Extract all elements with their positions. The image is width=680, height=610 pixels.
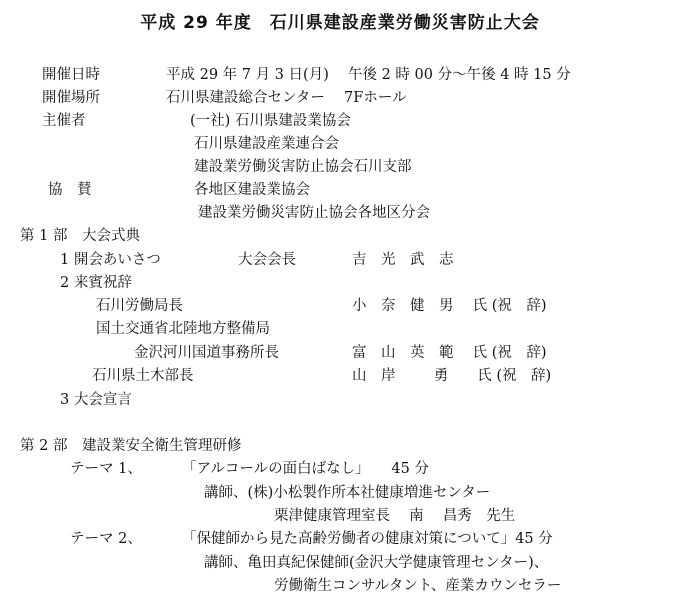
part1-heading: 第 1 部 大会式典 bbox=[20, 228, 140, 244]
lecturer-line: 講師、(株)小松製作所本社健康増進センター bbox=[204, 485, 491, 501]
guest-org: 石川労働局長 bbox=[96, 298, 183, 314]
part2-heading: 第 2 部 建設業安全衛生管理研修 bbox=[20, 438, 242, 454]
lecturer-line: 講師、亀田真紀保健師(金沢大学健康管理センター)、 bbox=[204, 555, 549, 571]
organizer-item: (一社) 石川県建設業協会 bbox=[190, 113, 351, 129]
sponsor-item: 建設業労働災害防止協会各地区分会 bbox=[198, 205, 430, 221]
guest-name: 富 山 英 範 氏 (祝 辞) bbox=[352, 345, 547, 361]
theme-label: テーマ 2、 bbox=[70, 531, 142, 547]
organizer-item: 建設業労働災害防止協会石川支部 bbox=[194, 159, 412, 175]
opening-name: 吉 光 武 志 bbox=[352, 252, 454, 268]
organizer-label: 主催者 bbox=[42, 113, 86, 129]
venue-value: 石川県建設総合センター 7Fホール bbox=[166, 90, 407, 106]
sponsor-item: 各地区建設業協会 bbox=[194, 182, 310, 198]
lecturer-line: 労働衛生コンサルタント、産業カウンセラー bbox=[274, 578, 562, 594]
organizer-item: 石川県建設産業連合会 bbox=[194, 136, 339, 152]
theme-title: 「保健師から見た高齢労働者の健康対策について」45 分 bbox=[182, 531, 553, 547]
guest-org: 国土交通省北陸地方整備局 bbox=[96, 321, 270, 337]
theme-title: 「アルコールの面白ばなし」 45 分 bbox=[182, 461, 429, 477]
opening-role: 大会会長 bbox=[238, 252, 296, 268]
date-label: 開催日時 bbox=[42, 67, 100, 83]
theme-label: テーマ 1、 bbox=[70, 461, 142, 477]
part1-item-opening: 1 開会あいさつ bbox=[60, 252, 161, 268]
guest-org: 石川県土木部長 bbox=[92, 368, 194, 384]
sponsor-label: 協 賛 bbox=[48, 182, 92, 198]
date-value: 平成 29 年 7 月 3 日(月) 午後 2 時 00 分～午後 4 時 15 分 bbox=[166, 67, 571, 83]
guest-name: 山 岸 勇 氏 (祝 辞) bbox=[352, 368, 552, 384]
part1-item-guest-speeches: 2 来賓祝辞 bbox=[60, 275, 132, 291]
venue-label: 開催場所 bbox=[42, 90, 100, 106]
guest-org: 金沢河川国道事務所長 bbox=[134, 345, 279, 361]
document-title: 平成 29 年度 石川県建設産業労働災害防止大会 bbox=[140, 13, 540, 33]
part1-item-declaration: 3 大会宣言 bbox=[60, 392, 132, 408]
guest-name: 小 奈 健 男 氏 (祝 辞) bbox=[352, 298, 547, 314]
lecturer-line: 栗津健康管理室長 南 昌秀 先生 bbox=[274, 508, 516, 524]
